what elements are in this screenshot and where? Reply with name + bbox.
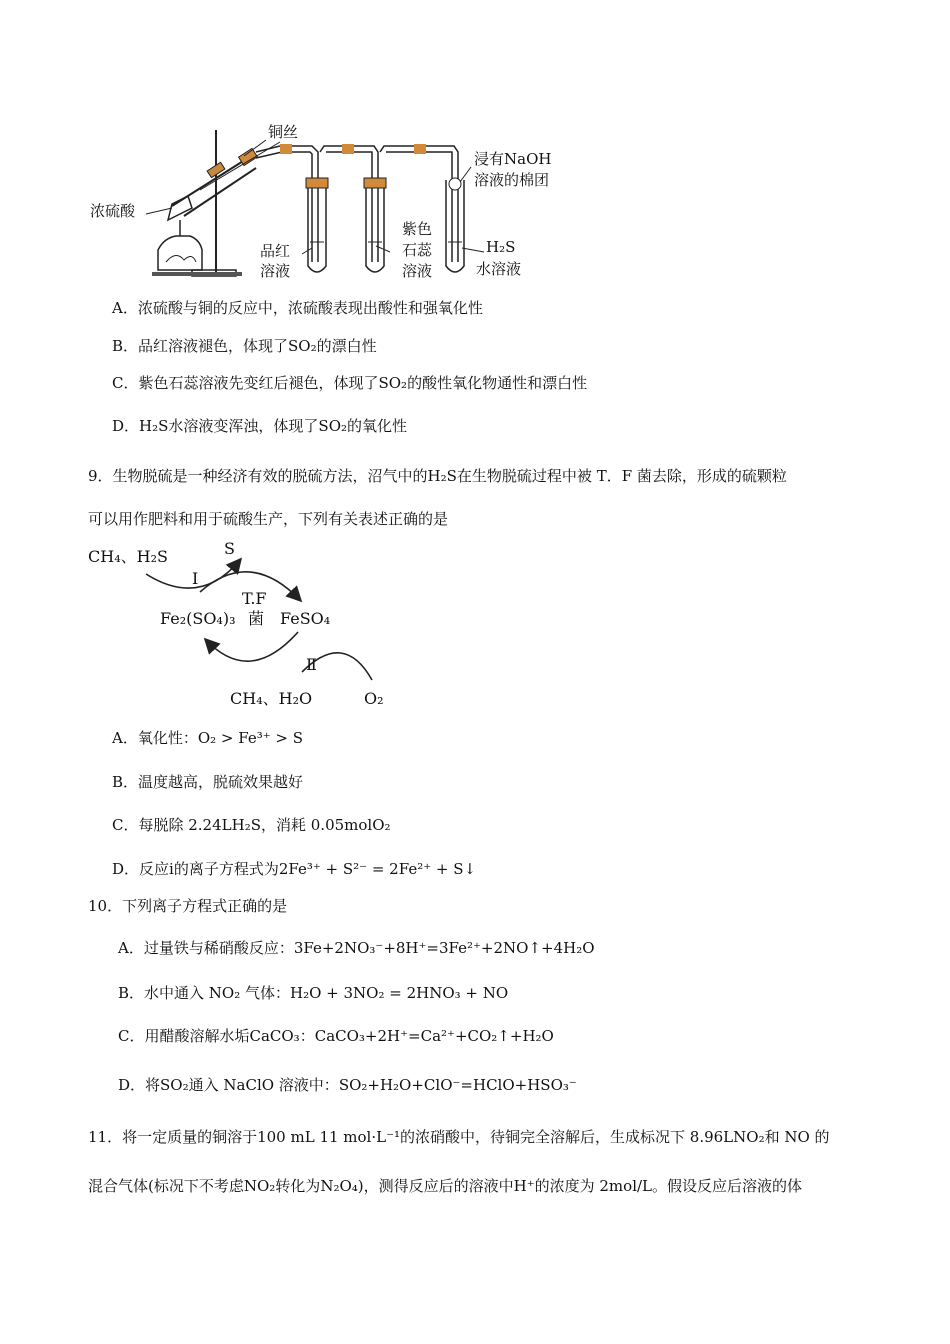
q9-option-c-formula1: H₂S: [231, 816, 261, 834]
q11-line2-mid1: 转化为: [275, 1177, 321, 1195]
q9-option-d-pre: D．反应i的离子方程式为: [112, 860, 279, 878]
label-conc-acid: 浓硫酸: [90, 202, 136, 220]
q8-option-b-pre: B．品红溶液褪色，体现了: [112, 337, 289, 355]
q8-option-b-formula: SO₂: [288, 337, 317, 355]
q9-fig-bottom-left: CH₄、H₂O: [230, 689, 313, 708]
q9-stem-line2: 可以用作肥料和用于硫酸生产，下列有关表述正确的是: [88, 510, 449, 528]
q10-option-c-mid: ：: [299, 1027, 315, 1045]
q9-fig-top-right: S: [224, 539, 235, 558]
q9-stem-formula: H₂S: [427, 467, 457, 485]
q9-option-a: A．氧化性：O₂ > Fe³⁺ > S: [112, 729, 304, 747]
q8-option-d: [112, 416, 407, 436]
q11-formula-no2: NO₂: [733, 1128, 765, 1146]
q9-option-c-formula2: O₂: [372, 816, 391, 834]
label-h2s-line2: 水溶液: [476, 260, 522, 278]
q11-stem-post: 和 NO 的: [764, 1128, 830, 1146]
q10-option-c: [118, 1026, 554, 1046]
q9-stem-post: 在生物脱硫过程中被 T．F 菌去除，形成的硫颗粒: [456, 467, 787, 485]
label-cotton-line1: 浸有NaOH: [474, 150, 552, 168]
q10-option-c-formula: CaCO₃: [249, 1027, 300, 1045]
q8-option-c: [112, 373, 587, 393]
q9-option-c: [112, 815, 391, 835]
q10-option-d-pre: D．将: [118, 1076, 161, 1094]
label-copper-wire: 铜丝: [268, 123, 299, 141]
q9-stem-line1: [88, 466, 787, 486]
q9-option-d-equation: 2Fe³⁺ + S²⁻ = 2Fe²⁺ + S↓: [278, 860, 477, 878]
label-pinhong-line1: 品红: [260, 242, 291, 260]
q11-line2-pre: 混合气体(标况下不考虑: [88, 1177, 244, 1195]
q8-apparatus-figure: [80, 112, 580, 290]
label-litmus-line2: 石蕊: [402, 241, 433, 259]
q10-option-d: [118, 1075, 577, 1095]
q11-line2-formula2: N₂O₄: [320, 1177, 358, 1195]
q10-option-d-equation: SO₂+H₂O+ClO⁻=HClO+HSO₃⁻: [338, 1076, 577, 1094]
q9-fig-center-line1: T.F: [242, 589, 267, 608]
q9-fig-bottom-right: O₂: [364, 689, 384, 708]
q11-line2-formula3: H⁺: [513, 1177, 535, 1195]
label-litmus-line1: 紫色: [402, 220, 433, 238]
q11-stem-pre: 11．将一定质量的铜溶于: [88, 1128, 258, 1146]
q9-fig-step2: Ⅱ: [306, 655, 317, 674]
q10-title: 10．下列离子方程式正确的是: [88, 897, 288, 915]
q11-line2-formula1: NO₂: [243, 1177, 276, 1195]
q8-option-b-post: 的漂白性: [316, 337, 377, 355]
q9-fig-top-left: CH₄、H₂S: [88, 547, 168, 566]
q10-option-a-equation: 3Fe+2NO₃⁻+8H⁺=3Fe²⁺+2NO↑+4H₂O: [293, 939, 595, 957]
q9-stem-pre: 9．生物脱硫是一种经济有效的脱硫方法，沼气中的: [88, 467, 428, 485]
q8-option-d-formula2: SO₂: [318, 417, 348, 435]
q11-stem-line2: [88, 1176, 802, 1196]
q10-option-a-pre: A．过量铁与稀硝酸反应：: [118, 939, 294, 957]
q9-option-c-mid: ，消耗 0.05mol: [260, 816, 373, 834]
q11-line2-mid2: )，测得反应后的溶液中: [357, 1177, 514, 1195]
q8-option-c-pre: C．紫色石蕊溶液先变红后褪色，体现了: [112, 374, 379, 392]
q10-option-b: B．水中通入 NO₂ 气体：H₂O + 3NO₂ = 2HNO₃ + NO: [118, 984, 509, 1002]
label-pinhong-line2: 溶液: [260, 262, 291, 280]
q11-stem-line1: [88, 1127, 830, 1147]
q8-option-b: [112, 336, 377, 356]
q10-option-d-mid: 通入 NaClO 溶液中：: [188, 1076, 339, 1094]
q9-fig-step1: Ⅰ: [192, 569, 199, 588]
q8-option-d-post: 的氧化性: [347, 417, 408, 435]
q8-option-c-formula: SO₂: [378, 374, 408, 392]
q9-fig-center-line2: 菌: [248, 609, 265, 628]
q9-cycle-figure: [80, 536, 420, 716]
q9-option-d: [112, 859, 476, 879]
q8-option-d-formula1: H₂S: [139, 417, 169, 435]
q9-option-c-pre: C．每脱除 2.24L: [112, 816, 232, 834]
label-cotton-line2: 溶液的棉团: [474, 171, 550, 189]
q11-concentration: 100 mL 11 mol·L⁻¹: [257, 1128, 401, 1146]
q10-option-d-formula: SO₂: [160, 1076, 189, 1094]
q8-option-a: A．浓硫酸与铜的反应中，浓硫酸表现出酸性和强氧化性: [112, 299, 483, 317]
q8-option-d-pre: D．: [112, 417, 140, 435]
q8-option-c-post: 的酸性氧化物通性和漂白性: [407, 374, 588, 392]
label-h2s-line1: H₂S: [486, 238, 516, 256]
q9-fig-right: FeSO₄: [280, 609, 331, 628]
q11-stem-mid: 的浓硝酸中，待铜完全溶解后，生成标况下 8.96L: [400, 1128, 734, 1146]
q9-fig-left: Fe₂(SO₄)₃: [160, 609, 236, 628]
q8-option-d-mid: 水溶液变浑浊，体现了: [168, 417, 319, 435]
q11-line2-post: 的浓度为 2mol/L。假设反应后溶液的体: [534, 1177, 803, 1195]
q10-option-c-pre: C．用醋酸溶解水垢: [118, 1027, 250, 1045]
q10-option-a: [118, 938, 595, 958]
label-litmus-line3: 溶液: [402, 262, 433, 280]
q9-option-b: B．温度越高，脱硫效果越好: [112, 773, 304, 791]
q10-option-c-equation: CaCO₃+2H⁺=Ca²⁺+CO₂↑+H₂O: [314, 1027, 554, 1045]
